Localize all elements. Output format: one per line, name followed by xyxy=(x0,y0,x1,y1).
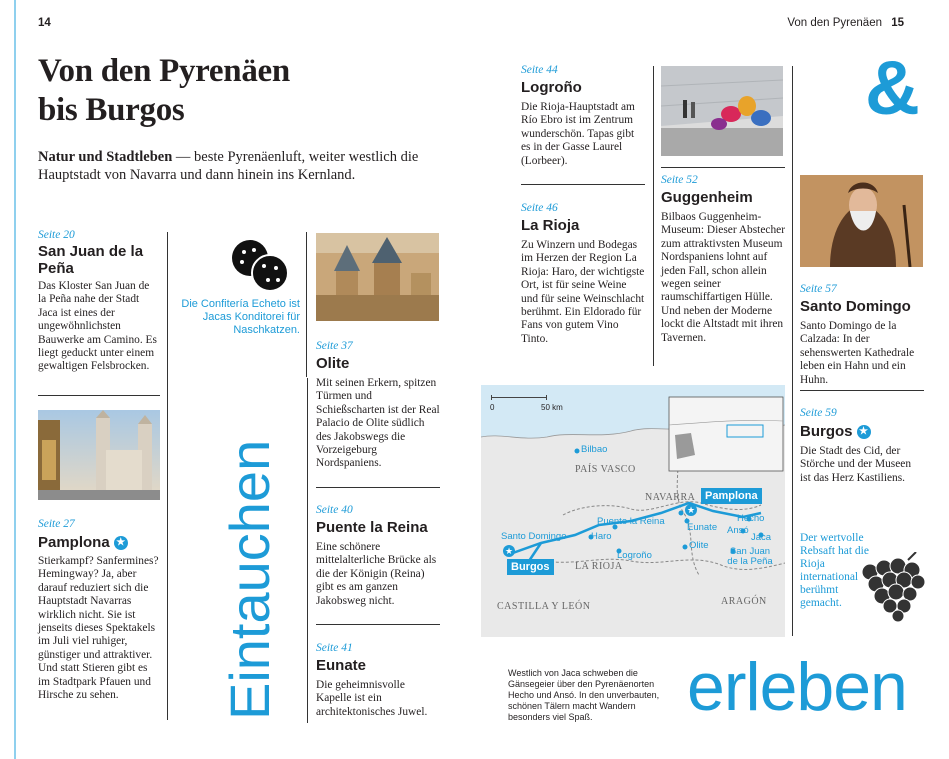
map-label-puente-la-reina: Puente la Reina xyxy=(597,516,665,527)
caption-rioja-wine: Der wertvolle Rebsaft hat die Rioja international berühmt gemacht. xyxy=(800,532,869,609)
running-head-text: Von den Pyrenäen xyxy=(787,17,882,29)
star-icon: ★ xyxy=(504,546,514,556)
entry-logrono xyxy=(521,64,645,168)
vertical-heading: Eintauchen xyxy=(218,439,281,720)
entry-text: Stierkampf? Sanfermines? Hemingway? Ja, aber darauf reduziert sich die Hauptstadt Navarras wirklich nicht. Sie ist jenseits dieses Spektakels im Juli viel ruhiger, günstiger und attraktiver. Und statt Stieren gibt es im Stadtpark Pfauen und Hirsche zu sehen. xyxy=(38,555,159,702)
ampersand-graphic: & xyxy=(865,46,920,131)
map-label-hecho: Hecho xyxy=(737,513,765,524)
route-map xyxy=(481,385,785,637)
page-ref: Seite 37 xyxy=(316,340,353,352)
entry-pamplona xyxy=(38,518,162,702)
column-divider xyxy=(307,378,308,723)
lead-text: — beste Pyrenäenluft, weiter westlich die Hauptstadt von Navarra und dann hinein ins Kernland. xyxy=(38,149,419,183)
map-region-la-rioja: LA RIOJA xyxy=(575,561,623,572)
entry-title: Burgos xyxy=(800,423,853,440)
caption-map: Westlich von Jaca schweben die Gänsegeier über den Pyrenäenorten Hecho und Ansó. In den unverbauten, schönen Tälern macht Wandern besonders viel Spaß. xyxy=(508,668,660,722)
entry-text: Santo Domingo de la Calzada: In der sehenswerten Kathedrale leben ein Hahn und ein Huhn. xyxy=(800,320,915,386)
page-ref: Seite 59 xyxy=(800,407,837,419)
map-label-jaca: Jaca xyxy=(751,532,772,543)
running-head xyxy=(787,17,904,29)
star-icon: ★ xyxy=(114,536,128,550)
entry-title: Santo Domingo xyxy=(800,298,911,315)
photo-guggenheim xyxy=(661,66,783,156)
map-region-castilla: CASTILLA Y LEÓN xyxy=(497,601,591,612)
erleben-heading: erleben xyxy=(687,649,907,725)
column-divider xyxy=(792,66,793,636)
entry-olite xyxy=(316,340,440,471)
entry-title: Puente la Reina xyxy=(316,519,428,536)
page-ref: Seite 52 xyxy=(661,174,698,186)
map-region-pais-vasco: PAÍS VASCO xyxy=(575,464,636,475)
page-title xyxy=(38,52,290,130)
entry-title: Eunate xyxy=(316,657,367,674)
map-scale-zero: 0 xyxy=(490,403,495,412)
divider xyxy=(316,624,440,625)
map-region-navarra: NAVARRA xyxy=(645,492,696,503)
entry-la-rioja xyxy=(521,202,645,346)
entry-title: Pamplona xyxy=(38,534,110,551)
entry-san-juan xyxy=(38,229,160,374)
entry-text: Die Rioja-Hauptstadt am Río Ebro ist im Zentrum wunderschön. Tapas gibt es in der Gasse Laurel (Lorbeer). xyxy=(521,101,635,167)
entry-text: Mit seinen Erkern, spitzen Türmen und Schießscharten ist der Real Palacio de Olite südlich des Jakobswegs die Vorzeigeburg Nordspaniens. xyxy=(316,377,440,470)
page-ref: Seite 20 xyxy=(38,229,75,241)
entry-title-row xyxy=(800,423,924,440)
entry-text: Die geheimnisvolle Kapelle ist ein architektonisches Juwel. xyxy=(316,679,428,718)
lead-bold: Natur und Stadtleben xyxy=(38,149,173,165)
map-label-haro: Haro xyxy=(591,531,612,542)
map-region-aragon: ARAGÓN xyxy=(721,596,767,607)
map-label-san-juan: San Juan de la Peña xyxy=(727,546,773,567)
map-label-anso: Ansó xyxy=(727,525,749,536)
page-ref: Seite 44 xyxy=(521,64,558,76)
entry-text: Eine schönere mittelalterliche Brücke als die der Königin (Reina) gibt es am ganzen Jakobsweg nicht. xyxy=(316,541,437,607)
entry-eunate xyxy=(316,642,440,719)
entry-text: Das Kloster San Juan de la Peña nahe der Stadt Jaca ist eines der ungewöhnlichsten Bauwerke am Camino. Es liegt geduckt unter einem gewaltigen Felsbrocken. xyxy=(38,280,157,373)
page-number-right: 15 xyxy=(891,17,904,29)
map-label-logrono: Logroño xyxy=(617,550,652,561)
page-ref: Seite 27 xyxy=(38,518,75,530)
map-label-santo-domingo: Santo Domingo xyxy=(501,531,567,542)
column-divider xyxy=(653,66,654,366)
page-ref: Seite 46 xyxy=(521,202,558,214)
photo-saint xyxy=(800,175,923,267)
entry-title: La Rioja xyxy=(521,217,580,234)
map-label-burgos: Burgos xyxy=(507,559,554,575)
map-scale-label: 50 km xyxy=(541,403,563,412)
page-ref: Seite 41 xyxy=(316,642,353,654)
map-label-bilbao: Bilbao xyxy=(581,444,608,455)
photo-olite xyxy=(316,233,439,321)
entry-puente-la-reina xyxy=(316,504,442,608)
entry-title: Logroño xyxy=(521,79,582,96)
entry-text: Bilbaos Guggenheim-Museum: Dieser Abstecher zum attraktivsten Museum Nordspaniens lohnt auf jeden Fall, schon allein wegen seiner raumschiffartigen Hülle. Und neben der Moderne lockt die Altstadt mit ihren Tavernen. xyxy=(661,211,786,344)
page-ref: Seite 40 xyxy=(316,504,353,516)
caption-confiteria: Die Confitería Echeto ist Jacas Konditorei für Naschkatzen. xyxy=(181,298,300,336)
entry-guggenheim xyxy=(661,174,785,345)
map-label-pamplona: Pamplona xyxy=(701,488,762,504)
title-line-2: bis Burgos xyxy=(38,92,185,128)
divider xyxy=(800,390,924,391)
grapes-icon xyxy=(856,552,932,627)
entry-title: San Juan de la Peña xyxy=(38,243,144,277)
star-icon: ★ xyxy=(686,505,696,515)
map-label-eunate: Eunate xyxy=(687,522,718,533)
map-label-olite: Olite xyxy=(689,540,709,551)
entry-title-row xyxy=(38,534,162,551)
entry-text: Zu Winzern und Bodegas im Herzen der Region La Rioja: Haro, der wichtigste Ort, ist für seine Weine und für seine Weinschlacht berühmt. Ein Eldorado für Fans von gutem Vino Tinto. xyxy=(521,239,645,345)
entry-text: Die Stadt des Cid, der Störche und der Museen ist das Herz Kastiliens. xyxy=(800,445,912,484)
column-divider xyxy=(167,232,168,720)
cookies-icon xyxy=(230,238,290,299)
divider xyxy=(661,167,785,168)
divider xyxy=(316,487,440,488)
entry-burgos xyxy=(800,407,924,485)
column-divider xyxy=(306,232,307,377)
page-edge-line xyxy=(14,0,16,759)
divider xyxy=(38,395,160,396)
photo-cathedral xyxy=(38,410,160,500)
entry-title: Guggenheim xyxy=(661,189,753,206)
divider xyxy=(521,184,645,185)
page-ref: Seite 57 xyxy=(800,283,837,295)
entry-title: Olite xyxy=(316,355,350,372)
star-icon: ★ xyxy=(857,425,871,439)
page-number-left: 14 xyxy=(38,17,51,29)
entry-santo-domingo xyxy=(800,283,924,387)
title-line-1: Von den Pyrenäen xyxy=(38,53,290,89)
lead-paragraph xyxy=(38,148,438,184)
